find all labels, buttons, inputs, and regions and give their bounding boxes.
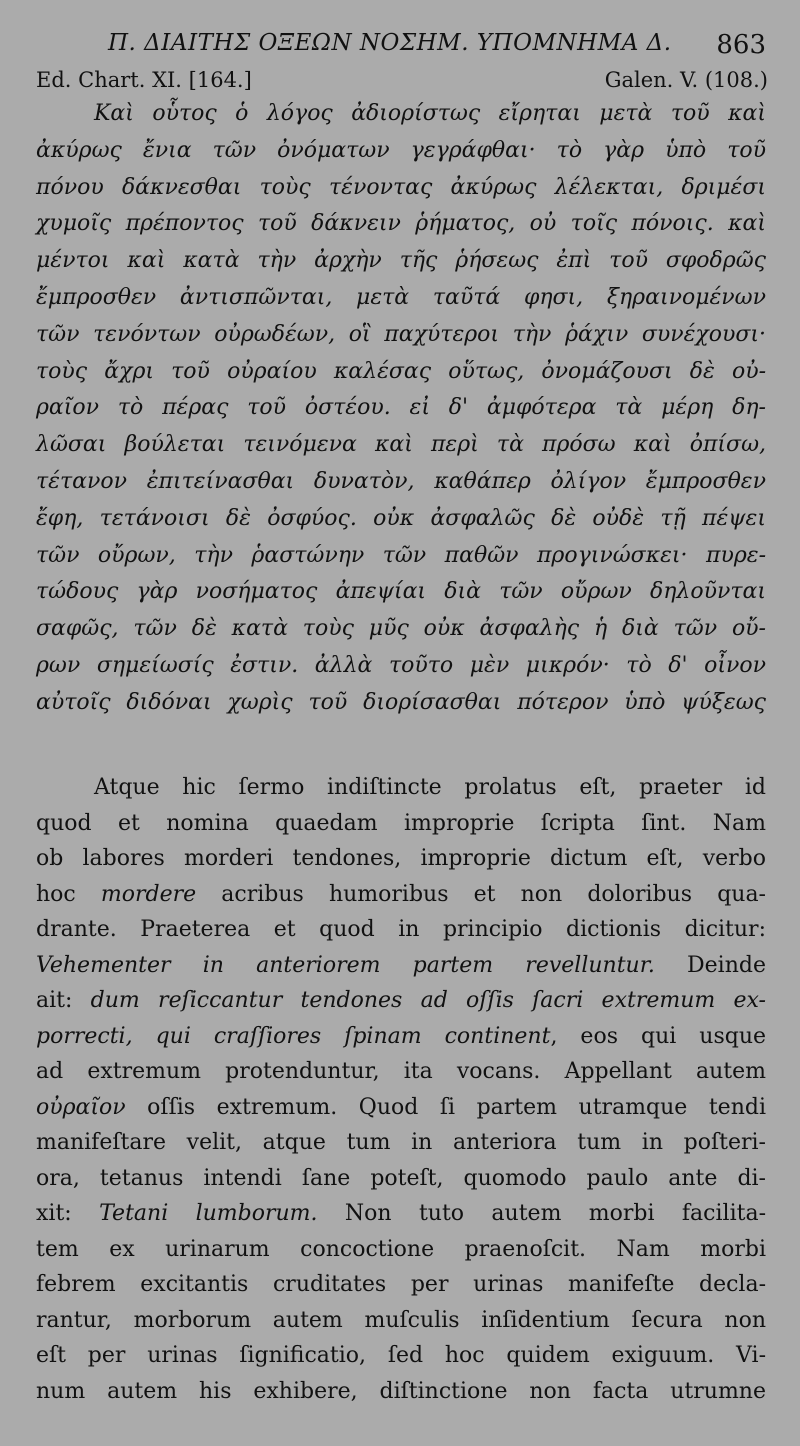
- latin-text: manifeſtare velit, atque tum in anteriora tum in poſteri-: [36, 1130, 766, 1155]
- latin-text: drante. Praeterea et quod in principio dictionis dicitur:: [36, 917, 766, 942]
- greek-line: πόνου δάκνεσθαι τοὺς τένοντας ἀκύρως λέλεκται, δριμέσι: [36, 174, 766, 200]
- latin-line: [36, 841, 766, 877]
- latin-line: [36, 1267, 766, 1303]
- latin-line: [36, 948, 766, 984]
- latin-italic-text: Tetani lumborum.: [99, 1201, 318, 1226]
- latin-italic-text: οὐραῖον: [36, 1094, 126, 1120]
- latin-line: [36, 1374, 766, 1410]
- latin-line: [36, 1054, 766, 1090]
- greek-line: ρων σημείωσίς ἐστιν. ἀλλὰ τοῦτο μὲν μικρόν· τὸ δ' οἶνον: [36, 652, 766, 678]
- greek-line: τώδους γὰρ νοσήματος ἀπεψίαι διὰ τῶν οὔρων δηλοῦνται: [36, 579, 766, 605]
- latin-text: acribus humoribus et non doloribus qua-: [196, 881, 766, 907]
- greek-line: ἔφη, τετάνοισι δὲ ὀσφύος. οὐκ ἀσφαλῶς δὲ οὐδὲ τῇ πέψει: [36, 505, 766, 531]
- latin-line: [36, 806, 766, 842]
- greek-line: μέντοι καὶ κατὰ τὴν ἀρχὴν τῆς ῥήσεως ἐπὶ τοῦ σφοδρῶς: [36, 248, 766, 274]
- greek-line: ἔμπροσθεν ἀντισπῶνται, μετὰ ταῦτά φησι, ξηραινομένων: [36, 284, 766, 310]
- latin-text: , eos qui usque: [550, 1023, 767, 1049]
- latin-line: [36, 1090, 766, 1126]
- greek-line: τῶν οὔρων, τὴν ῥαστώνην τῶν παθῶν προγινώσκει· πυρε-: [36, 542, 766, 568]
- greek-line: τέτανον ἐπιτείνασθαι δυνατὸν, καθάπερ ὀλίγον ἔμπροσθεν: [36, 468, 766, 494]
- latin-text: Non tuto autem morbi facilita-: [317, 1201, 766, 1226]
- latin-line: [36, 983, 766, 1019]
- latin-text: rantur, morborum autem muſculis inſidentium ſecura non: [36, 1307, 766, 1333]
- latin-italic-text: mordere: [100, 881, 197, 907]
- galen-reference: Galen. V. (108.): [604, 68, 768, 92]
- running-head: [0, 30, 800, 64]
- latin-line: [36, 1303, 766, 1339]
- greek-line: σαφῶς, τῶν δὲ κατὰ τοὺς μῦς οὐκ ἀσφαλὴς ἡ διὰ τῶν οὔ-: [36, 616, 766, 642]
- greek-line: Καὶ οὗτος ὁ λόγος ἀδιορίστως εἴρηται μετὰ τοῦ καὶ: [94, 101, 766, 126]
- greek-line: αὐτοῖς διδόναι χωρὶς τοῦ διορίσασθαι πότερον ὑπὸ ψύξεως: [36, 689, 766, 715]
- latin-text: hoc: [36, 881, 101, 907]
- latin-text: ad extremum protenduntur, ita vocans. Appellant autem: [36, 1059, 766, 1084]
- latin-text: ob labores morderi tendones, improprie dictum eſt, verbo: [36, 846, 766, 871]
- greek-line: ραῖον τὸ πέρας τοῦ ὀστέου. εἰ δ' ἀμφότερα τὰ μέρη δη-: [36, 395, 766, 421]
- greek-text-block: [36, 96, 766, 722]
- latin-text: xit:: [36, 1201, 100, 1226]
- latin-italic-text: Vehementer in anteriorem partem revelluntur.: [36, 952, 655, 978]
- page-number: 863: [716, 30, 766, 60]
- latin-italic-text: porrecti, qui craſſiores ſpinam continent: [36, 1023, 551, 1049]
- latin-line: [36, 1125, 766, 1161]
- latin-text: Atque hic ſermo indiſtincte prolatus eſt, praeter id: [94, 775, 766, 800]
- latin-text: num autem his exhibere, diſtinctione non facta utrumne: [36, 1378, 766, 1404]
- latin-line: [36, 1196, 766, 1232]
- latin-line: [36, 1161, 766, 1197]
- latin-line: [36, 1232, 766, 1268]
- latin-text: ora, tetanus intendi ſane poteſt, quomodo paulo ante di-: [36, 1165, 766, 1191]
- greek-line: λῶσαι βούλεται τεινόμενα καὶ περὶ τὰ πρόσω καὶ ὀπίσω,: [36, 432, 766, 458]
- greek-line: τοὺς ἄχρι τοῦ οὐραίου καλέσας οὕτως, ὀνομάζουσι δὲ οὐ-: [36, 358, 766, 384]
- latin-text: quod et nomina quaedam improprie ſcripta ſint. Nam: [36, 810, 766, 836]
- running-title: Π. ΔΙΑΙΤΗΣ ΟΞΕΩΝ ΝΟΣΗΜ. ΥΠΟΜΝΗΜΑ Δ.: [108, 30, 672, 56]
- chartier-reference: Ed. Chart. XI. [164.]: [36, 68, 252, 92]
- latin-text: eſt per urinas ſignificatio, ſed hoc quidem exiguum. Vi-: [36, 1343, 766, 1368]
- latin-line: [36, 1019, 766, 1055]
- latin-line: [36, 912, 766, 948]
- greek-line: τῶν τενόντων οὐρωδέων, οἳ παχύτεροι τὴν ῥάχιν συνέχουσι·: [36, 321, 766, 347]
- latin-text: ait:: [36, 988, 91, 1013]
- latin-text-block: [36, 770, 766, 1409]
- latin-text: febrem excitantis cruditates per urinas manifeſte decla-: [36, 1272, 766, 1297]
- latin-line: [36, 770, 766, 806]
- latin-text: Deinde: [654, 952, 766, 978]
- greek-line: ἀκύρως ἔνια τῶν ὀνόματων γεγράφθαι· τὸ γὰρ ὑπὸ τοῦ: [36, 137, 766, 163]
- latin-text: oſſis extremum. Quod ſi partem utramque tendi: [125, 1094, 766, 1120]
- latin-line: [36, 1338, 766, 1374]
- greek-line: χυμοῖς πρέποντος τοῦ δάκνειν ῥήματος, οὐ τοῖς πόνοις. καὶ: [36, 211, 766, 237]
- latin-line: [36, 877, 766, 913]
- latin-italic-text: dum reſiccantur tendones ad oſſis ſacri extremum ex-: [90, 988, 766, 1013]
- latin-text: tem ex urinarum concoctione praenoſcit. Nam morbi: [36, 1236, 766, 1262]
- edition-references: [0, 68, 800, 98]
